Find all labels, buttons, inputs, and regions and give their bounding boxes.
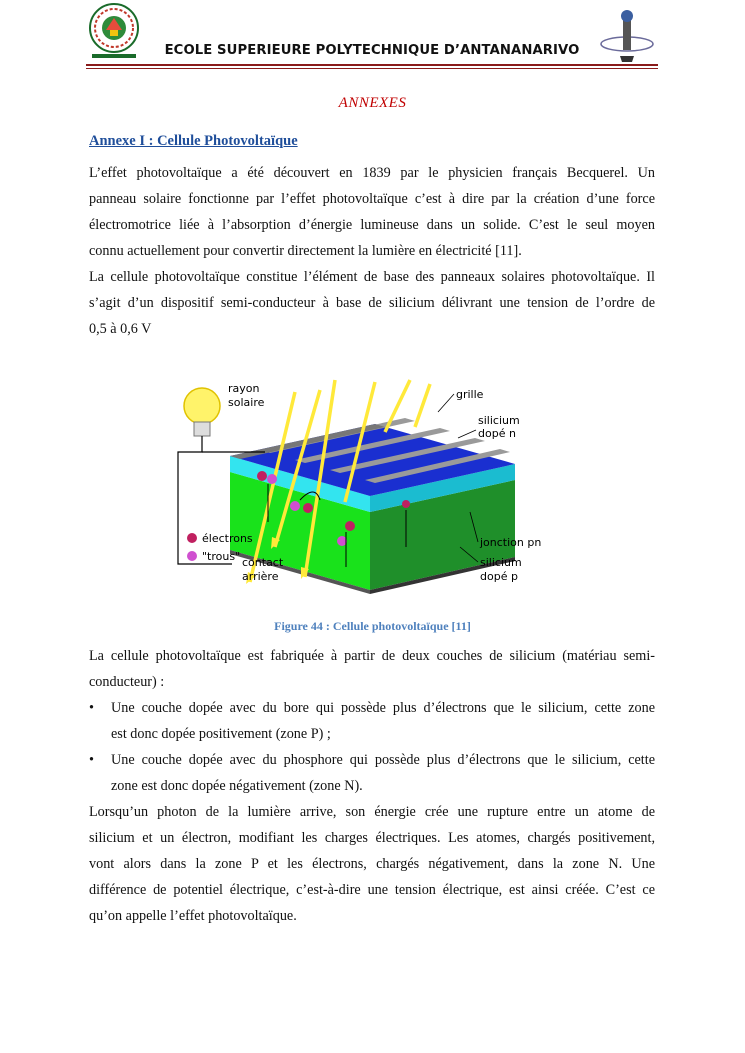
text-line: La cellule photovoltaïque constitue l’élément de base des panneaux solaires photovoltaïque. Il (89, 269, 655, 285)
hole-legend-icon (187, 551, 197, 561)
text-line: Lorsqu’un photon de la lumière arrive, son énergie crée une rupture entre un atome de (89, 804, 655, 820)
school-name: ECOLE SUPERIEURE POLYTECHNIQUE D’ANTANANARIVO (164, 43, 580, 58)
text-line: 0,5 à 0,6 V (89, 321, 152, 337)
label-grille: grille (456, 388, 484, 401)
label-electrons: électrons (202, 532, 253, 545)
figure-caption: Figure 44 : Cellule photovoltaïque [11] (274, 619, 471, 633)
label-dope-p: dopé p (480, 570, 518, 583)
header-rule (86, 64, 658, 66)
text-line: panneau solaire fonctionne par l’effet photovoltaïque c’est à dire par la création d’une force (89, 191, 655, 207)
label-silicium-p: silicium (480, 556, 522, 569)
text-line: qu’on appelle l’effet photovoltaïque. (89, 908, 297, 924)
label-solaire: solaire (228, 396, 265, 409)
text-line: silicium et un électron, modifiant les charges électriques. Les atomes, chargés positivement, (89, 830, 655, 846)
label-contact: contact (242, 556, 284, 569)
text-line: s’agit d’un dispositif semi-conducteur à base de silicium délivrant une tension de l’ordre de (89, 295, 655, 311)
electron-legend-icon (187, 533, 197, 543)
text-line: électromotrice liée à l’absorption d’énergie lumineuse dans un solide. C’est le seul moyen (89, 217, 655, 233)
photovoltaic-cell-diagram (170, 372, 550, 594)
section-title: Annexe I : Cellule Photovoltaïque (89, 133, 298, 149)
label-silicium-n: silicium (478, 414, 520, 427)
text-line: est donc dopée positivement (zone P) ; (111, 726, 331, 742)
text-line: conducteur) : (89, 674, 165, 690)
label-contact-2: arrière (242, 570, 279, 583)
text-line: La cellule photovoltaïque est fabriquée à partir de deux couches de silicium (matériau semi- (89, 648, 655, 664)
annexes-title: ANNEXES (338, 95, 407, 111)
text-line: Une couche dopée avec du bore qui possède plus d’électrons que le silicium, cette zone (111, 700, 655, 716)
text-line: L’effet photovoltaïque a été découvert en 1839 par le physicien français Becquerel. Un (89, 165, 655, 181)
text-line: vont alors dans la zone P et les électrons, chargés négativement, dans la zone N. Une (89, 856, 655, 872)
bullet-icon: • (89, 752, 94, 768)
text-line: différence de potentiel électrique, c’est-à-dire une tension électrique, est ainsi créée. C’est ce (89, 882, 655, 898)
paragraph-layers (89, 643, 655, 695)
label-dope-n: dopé n (478, 427, 516, 440)
text-line: Une couche dopée avec du phosphore qui possède plus d’électrons que le silicium, cette (111, 752, 655, 768)
department-logo (598, 6, 656, 64)
label-jonction: jonction pn (480, 536, 542, 549)
text-line: connu actuellement pour convertir directement la lumière en électricité [11]. (89, 243, 522, 259)
paragraph-intro (89, 160, 655, 342)
page-header (86, 0, 658, 72)
label-holes: "trous" (202, 550, 241, 563)
bullet-icon: • (89, 700, 94, 716)
header-rule-thin (86, 68, 658, 69)
paragraph-mechanism (89, 799, 655, 929)
bulb-base (194, 422, 210, 436)
light-bulb-icon (184, 388, 220, 424)
text-line: zone est donc dopée négativement (zone N). (111, 778, 363, 794)
label-rayon: rayon (228, 382, 260, 395)
